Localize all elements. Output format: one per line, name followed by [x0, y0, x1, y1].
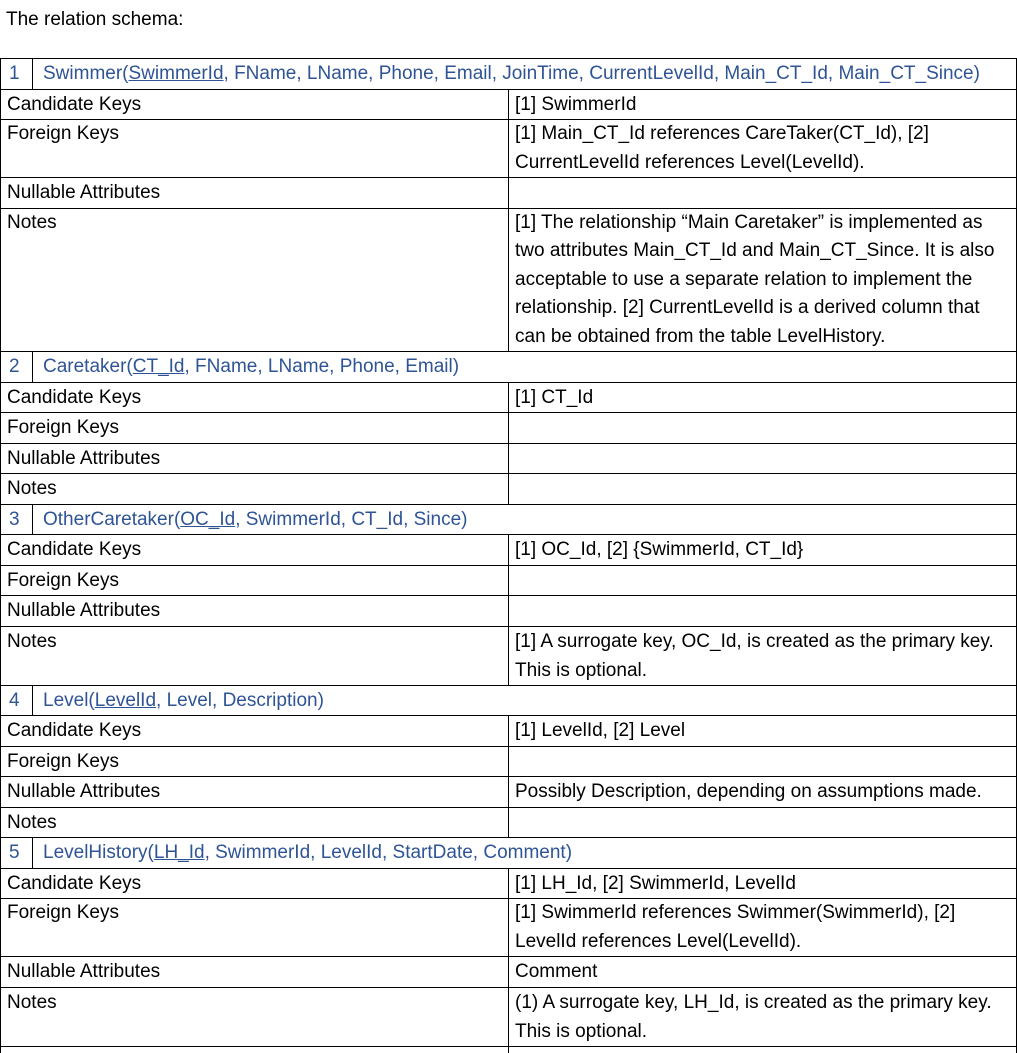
primary-key: LevelId [94, 689, 157, 711]
foreign-keys-value [509, 746, 1017, 777]
notes-label: Notes [1, 807, 509, 838]
primary-key: SwimmerId [128, 63, 224, 84]
candidate-keys-value: [1] LH_Id, [2] SwimmerId, LevelId [509, 868, 1017, 899]
relation-definition [33, 59, 980, 89]
foreign-keys-label: Foreign Keys [1, 413, 509, 444]
truncated-cell [1, 1046, 509, 1053]
nullable-value [509, 596, 1017, 627]
relation-name: Caretaker( [43, 356, 133, 377]
foreign-keys-value: [1] SwimmerId references Swimmer(SwimmerId), [2] LevelId references Level(LevelId). [509, 899, 1017, 957]
candidate-keys-label: Candidate Keys [1, 716, 509, 747]
relation-definition [33, 505, 467, 535]
nullable-label: Nullable Attributes [1, 596, 509, 627]
notes-row [1, 208, 1017, 352]
nullable-row [1, 957, 1017, 988]
candidate-keys-row [1, 382, 1017, 413]
candidate-keys-row [1, 535, 1017, 566]
relation-attributes: , FName, LName, Phone, Email, JoinTime, CurrentLevelId, Main_CT_Id, Main_CT_Since) [223, 63, 980, 84]
notes-row [1, 474, 1017, 505]
notes-value: [1] The relationship “Main Caretaker” is implemented as two attributes Main_CT_Id and Main_CT_Since. It is also acceptable to use a separate relation to implement the relationship. [2] CurrentLevelId is a derived column that can be obtained from the table LevelHistory. [509, 208, 1017, 352]
nullable-label: Nullable Attributes [1, 957, 509, 988]
candidate-keys-label: Candidate Keys [1, 89, 509, 120]
relation-header-row [1, 59, 1017, 90]
foreign-keys-row [1, 413, 1017, 444]
notes-label: Notes [1, 626, 509, 685]
relation-number: 1 [1, 59, 33, 89]
relation-number: 5 [1, 838, 33, 868]
foreign-keys-row [1, 565, 1017, 596]
relation-header-row [1, 352, 1017, 383]
relation-definition [33, 686, 324, 716]
nullable-value: Possibly Description, depending on assumptions made. [509, 777, 1017, 808]
relation-definition [33, 352, 459, 382]
foreign-keys-row [1, 746, 1017, 777]
candidate-keys-row [1, 716, 1017, 747]
relation-attributes: , Level, Description) [156, 689, 324, 711]
nullable-row [1, 777, 1017, 808]
relation-header-row [1, 838, 1017, 869]
notes-label: Notes [1, 208, 509, 352]
candidate-keys-value: [1] CT_Id [509, 382, 1017, 413]
nullable-row [1, 178, 1017, 209]
relation-name: LevelHistory( [43, 842, 154, 863]
candidate-keys-value: [1] SwimmerId [509, 89, 1017, 120]
relation-schema-table [0, 58, 1017, 1053]
foreign-keys-label: Foreign Keys [1, 565, 509, 596]
foreign-keys-value [509, 413, 1017, 444]
notes-label: Notes [1, 987, 509, 1046]
relation-attributes: , FName, LName, Phone, Email) [184, 356, 460, 377]
relation-name: Level( [43, 689, 95, 711]
relation-attributes: , SwimmerId, LevelId, StartDate, Comment) [204, 842, 573, 863]
notes-value: (1) A surrogate key, LH_Id, is created as the primary key. This is optional. [509, 987, 1017, 1046]
notes-value [509, 474, 1017, 505]
notes-value [509, 807, 1017, 838]
nullable-row [1, 596, 1017, 627]
notes-label: Notes [1, 474, 509, 505]
foreign-keys-row [1, 120, 1017, 178]
relation-attributes: , SwimmerId, CT_Id, Since) [235, 508, 468, 530]
foreign-keys-value: [1] Main_CT_Id references CareTaker(CT_Id), [2] CurrentLevelId references Level(LevelId). [509, 120, 1017, 178]
notes-row [1, 807, 1017, 838]
foreign-keys-value [509, 565, 1017, 596]
relation-number: 2 [1, 352, 33, 382]
relation-header-row [1, 504, 1017, 535]
candidate-keys-label: Candidate Keys [1, 535, 509, 566]
relation-number: 4 [1, 686, 33, 716]
relation-header-row [1, 685, 1017, 716]
intro-text: The relation schema: [6, 9, 184, 30]
candidate-keys-row [1, 89, 1017, 120]
foreign-keys-label: Foreign Keys [1, 899, 509, 957]
relation-header [1, 59, 1017, 90]
relation-definition [33, 838, 572, 868]
foreign-keys-label: Foreign Keys [1, 746, 509, 777]
nullable-label: Nullable Attributes [1, 178, 509, 209]
notes-row [1, 987, 1017, 1046]
foreign-keys-row [1, 899, 1017, 957]
notes-value: [1] A surrogate key, OC_Id, is created as the primary key. This is optional. [509, 626, 1017, 685]
truncated-cell [509, 1046, 1017, 1053]
primary-key: CT_Id [132, 356, 185, 377]
foreign-keys-label: Foreign Keys [1, 120, 509, 178]
relation-header [1, 352, 1017, 383]
candidate-keys-label: Candidate Keys [1, 868, 509, 899]
primary-key: LH_Id [153, 842, 205, 863]
candidate-keys-label: Candidate Keys [1, 382, 509, 413]
nullable-value: Comment [509, 957, 1017, 988]
relation-number: 3 [1, 505, 33, 535]
nullable-value [509, 443, 1017, 474]
relation-header [1, 504, 1017, 535]
nullable-label: Nullable Attributes [1, 443, 509, 474]
truncated-next-row [1, 1046, 1017, 1053]
candidate-keys-value: [1] OC_Id, [2] {SwimmerId, CT_Id} [509, 535, 1017, 566]
notes-row [1, 626, 1017, 685]
nullable-label: Nullable Attributes [1, 777, 509, 808]
nullable-value [509, 178, 1017, 209]
relation-name: Swimmer( [43, 63, 129, 84]
candidate-keys-row [1, 868, 1017, 899]
relation-header [1, 838, 1017, 869]
primary-key: OC_Id [180, 508, 236, 530]
relation-name: OtherCaretaker( [43, 508, 181, 530]
relation-header [1, 685, 1017, 716]
candidate-keys-value: [1] LevelId, [2] Level [509, 716, 1017, 747]
nullable-row [1, 443, 1017, 474]
